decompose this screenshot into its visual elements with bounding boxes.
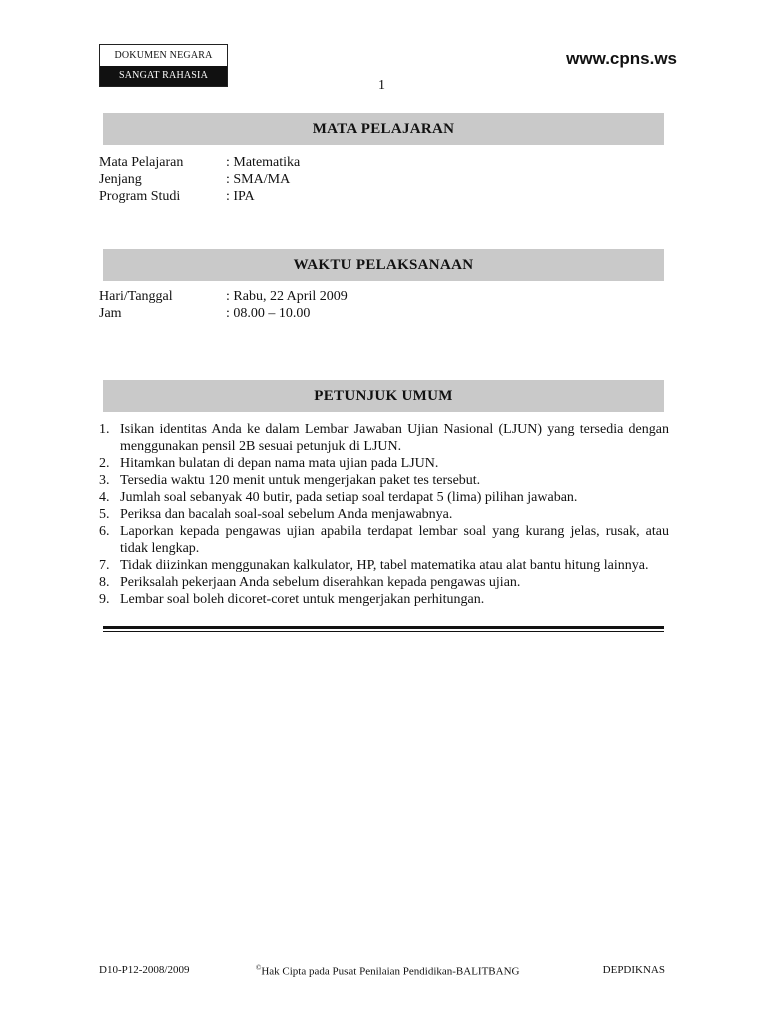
list-item <box>99 506 669 523</box>
item-number: 8. <box>99 575 110 590</box>
item-number: 5. <box>99 507 110 522</box>
list-item <box>99 523 669 557</box>
divider-thin <box>103 631 664 632</box>
item-number: 1. <box>99 422 110 437</box>
info-row <box>99 288 348 305</box>
item-text: Periksalah pekerjaan Anda sebelum diserahkan kepada pengawas ujian. <box>120 575 521 590</box>
item-text: Periksa dan bacalah soal-soal sebelum Anda menjawabnya. <box>120 507 453 522</box>
item-text: Lembar soal boleh dicoret-coret untuk mengerjakan perhitungan. <box>120 592 485 607</box>
item-text: Isikan identitas Anda ke dalam Lembar Jawaban Ujian Nasional (LJUN) yang tersedia dengan menggunakan pensil 2B sesuai petunjuk di LJUN. <box>120 422 669 454</box>
item-number: 6. <box>99 524 110 539</box>
item-number: 3. <box>99 473 110 488</box>
section-title-waktu: WAKTU PELAKSANAAN <box>103 249 664 281</box>
info-row <box>99 171 300 188</box>
item-number: 2. <box>99 456 110 471</box>
item-number: 7. <box>99 558 110 573</box>
info-label: Jam <box>99 306 122 321</box>
info-row <box>99 154 300 171</box>
copyright-text: Hak Cipta pada Pusat Penilaian Pendidikan-BALITBANG <box>261 965 520 978</box>
section-title-mata-pelajaran: MATA PELAJARAN <box>103 113 664 145</box>
list-item <box>99 591 669 608</box>
list-item <box>99 472 669 489</box>
divider-thick <box>103 626 664 629</box>
item-text: Laporkan kepada pengawas ujian apabila terdapat lembar soal yang kurang jelas, rusak, atau tidak lengkap. <box>120 524 669 556</box>
info-value: : IPA <box>226 189 255 204</box>
info-label: Jenjang <box>99 172 142 187</box>
item-number: 4. <box>99 490 110 505</box>
page-number: 1 <box>378 78 385 93</box>
instructions-list <box>99 421 669 608</box>
item-text: Hitamkan bulatan di depan nama mata ujian pada LJUN. <box>120 456 439 471</box>
copyright-symbol: © <box>256 964 262 972</box>
info-label: Mata Pelajaran <box>99 155 184 170</box>
list-item <box>99 421 669 455</box>
section-title-petunjuk: PETUNJUK UMUM <box>103 380 664 412</box>
item-text: Jumlah soal sebanyak 40 butir, pada setiap soal terdapat 5 (lima) pilihan jawaban. <box>120 490 578 505</box>
footer-copyright <box>256 964 519 978</box>
info-row <box>99 305 348 322</box>
info-label: Program Studi <box>99 189 181 204</box>
info-row <box>99 188 300 205</box>
info-label: Hari/Tanggal <box>99 289 173 304</box>
list-item <box>99 489 669 506</box>
info-value: : Rabu, 22 April 2009 <box>226 289 348 304</box>
item-number: 9. <box>99 592 110 607</box>
list-item <box>99 574 669 591</box>
info-value: : 08.00 – 10.00 <box>226 306 311 321</box>
website-watermark: www.cpns.ws <box>566 49 677 68</box>
item-text: Tidak diizinkan menggunakan kalkulator, HP, tabel matematika atau alat bantu hitung lainnya. <box>120 558 649 573</box>
list-item <box>99 557 669 574</box>
footer-document-code: D10-P12-2008/2009 <box>99 964 190 976</box>
item-text: Tersedia waktu 120 menit untuk mengerjakan paket tes tersebut. <box>120 473 481 488</box>
stamp-document-type: DOKUMEN NEGARA <box>100 45 227 66</box>
footer-organization: DEPDIKNAS <box>602 964 665 976</box>
schedule-info <box>99 288 348 322</box>
info-value: : SMA/MA <box>226 172 291 187</box>
info-value: : Matematika <box>226 155 301 170</box>
subject-info <box>99 154 300 205</box>
list-item <box>99 455 669 472</box>
classification-stamp <box>99 44 228 87</box>
stamp-secrecy-level: SANGAT RAHASIA <box>100 66 227 86</box>
